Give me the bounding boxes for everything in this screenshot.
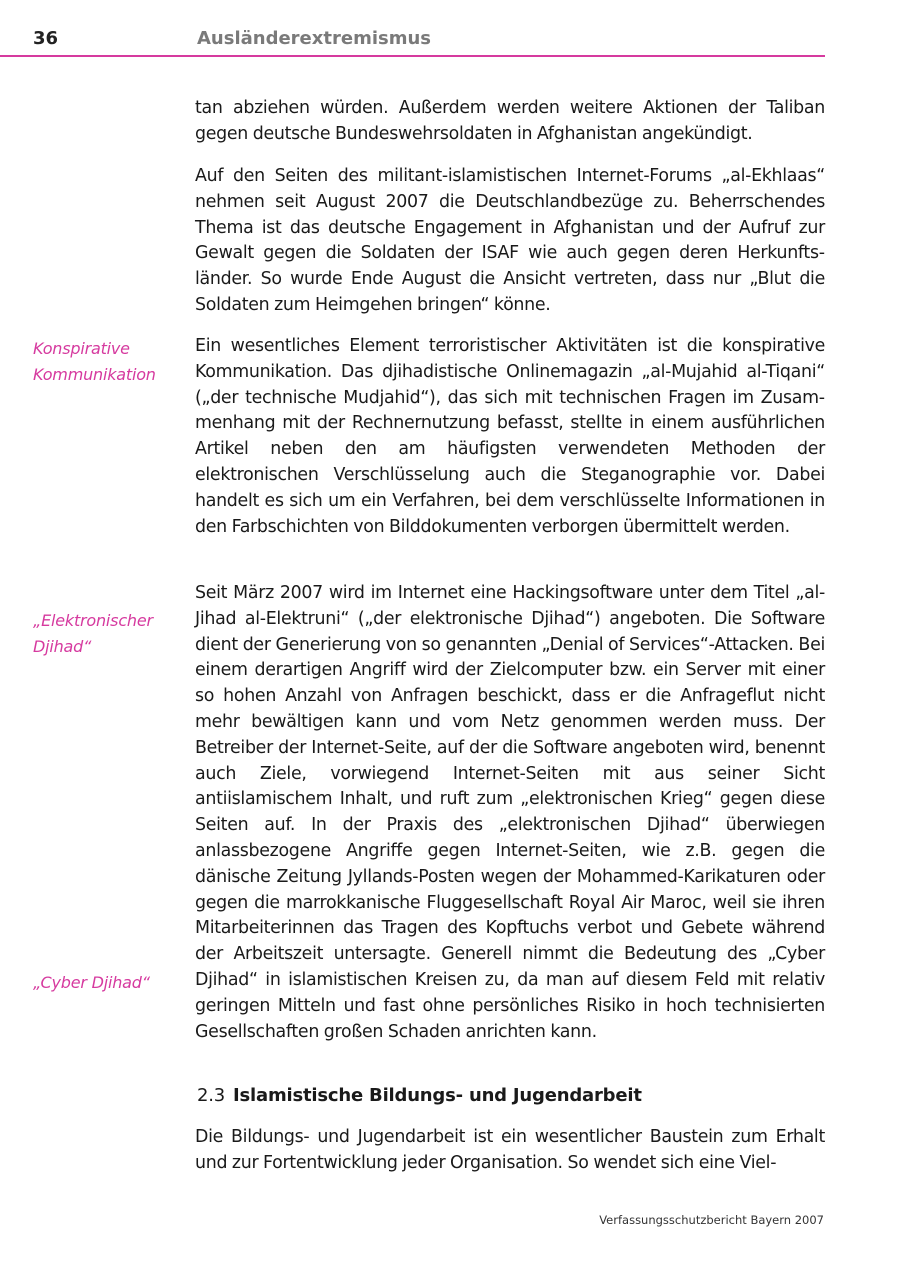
section-number: 2.3	[197, 1085, 226, 1106]
paragraph-4: Seit März 2007 wird im Internet eine Hackingsoftware unter dem Titel „al-Jihad al-Elektruni“ („der elektronische Djihad“) angeboten. Die Software dient der Generierung von so genannten „Denial of Services“-Attacken. Bei einem derartigen Angriff wird der Zielcomputer bzw. ein Server mit einer so hohen Anzahl von Anfragen beschickt, dass er die Anfrageflut nicht mehr bewältigen kann und vom Netz genommen werden muss. Der Betreiber der Internet-Seite, auf der die Software angeboten wird, benennt auch Ziele, vorwiegend Internet-Seiten mit aus seiner Sicht antiislamischem Inhalt, und ruft zum „elektronischen Krieg“ gegen diese Seiten auf. In der Praxis des „elektronischen Djihad“ überwiegen anlassbezogene Angriffe gegen Internet-Seiten, wie z.B. gegen die dänische Zeitung Jyllands-Posten wegen der Mohammed-Karikaturen oder gegen die marrokkanische Fluggesellschaft Royal Air Maroc, weil sie ihren Mitarbeiterinnen das Tragen des Kopftuchs verbot und Gebete während der Arbeitszeit untersagte. Generell nimmt die Bedeutung des „Cyber Djihad“ in islamistischen Kreisen zu, da man auf diesem Feld mit relativ geringen Mitteln und fast ohne persönliches Risiko in hoch technisierten Gesellschaften großen Schaden anrichten kann.	[195, 583, 825, 1042]
margin-note-elektronischer-djihad: „Elektronischer Djihad“	[33, 611, 153, 656]
margin-note-cyber-djihad: „Cyber Djihad“	[33, 973, 150, 992]
page-number: 36	[33, 28, 59, 49]
margin-note-konspirative-kommunikation: Konspirative Kommunikation	[33, 339, 156, 384]
paragraph-3: Ein wesentliches Element terroristischer Aktivitäten ist die konspirative Kommunikation. Das djihadistische Onlinemagazin „al-Mujahid al-Tiqani“ („der technische Mudjahid“), das sich mit technischen Fragen im Zusammenhang mit der Rechnernutzung befasst, stellte in einem ausführlichen Artikel neben den am häufigsten verwendeten Methoden der elektronischen Verschlüsselung auch die Steganographie vor. Dabei handelt es sich um ein Verfahren, bei dem verschlüsselte Informationen in den Farbschichten von Bilddokumenten verborgen übermittelt werden.	[195, 336, 825, 537]
paragraph-2: Auf den Seiten des militant-islamistischen Internet-Forums „al-Ekhlaas“ nehmen seit August 2007 die Deutschlandbezüge zu. Beherrschendes Thema ist das deutsche Engagement in Afghanistan und der Aufruf zur Gewalt gegen die Soldaten der ISAF wie auch gegen deren Herkunftsländer. So wurde Ende August die Ansicht vertreten, dass nur „Blut die Soldaten zum Heimgehen bringen“ könne.	[195, 166, 825, 315]
section-heading	[197, 1085, 642, 1106]
section-title: Islamistische Bildungs- und Jugendarbeit	[233, 1085, 642, 1106]
paragraph-5: Die Bildungs- und Jugendarbeit ist ein wesentlicher Baustein zum Erhalt und zur Fortentwicklung jeder Organisation. So wendet sich eine Viel-	[195, 1127, 825, 1173]
footer-text: Verfassungsschutzbericht Bayern 2007	[599, 1213, 824, 1227]
paragraph-1: tan abziehen würden. Außerdem werden weitere Aktionen der Taliban gegen deutsche Bundeswehrsoldaten in Afghanistan angekündigt.	[195, 98, 825, 144]
chapter-title: Ausländerextremismus	[197, 28, 431, 49]
header-rule	[0, 55, 825, 57]
